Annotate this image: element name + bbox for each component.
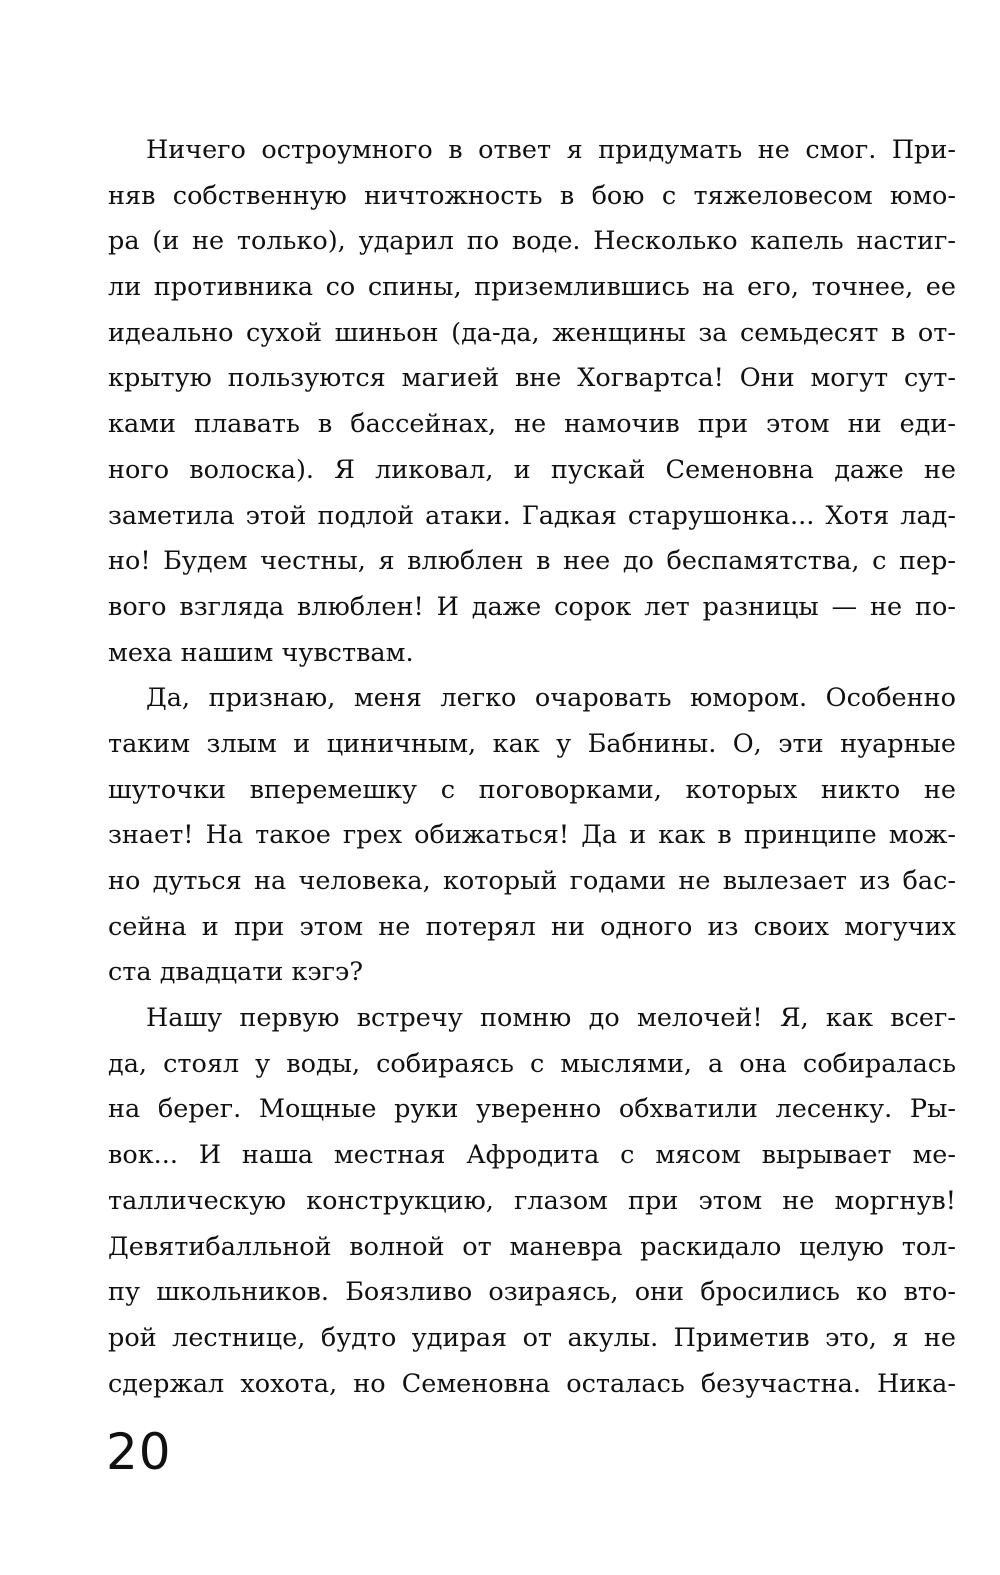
text-line: пу школьников. Боязливо озираясь, они бросились ко вто- xyxy=(108,1277,956,1308)
text-line: рой лестнице, будто удирая от акулы. Приметив это, я не xyxy=(108,1322,956,1353)
text-line: ста двадцати кэгэ? xyxy=(108,957,363,988)
text-line: таллическую конструкцию, глазом при этом не моргнув! xyxy=(108,1185,956,1216)
text-line: ра (и не только), ударил по воде. Несколько капель настиг- xyxy=(108,226,956,257)
text-line: Девятибалльной волной от маневра раскидало целую тол- xyxy=(108,1231,956,1262)
text-line: Да, признаю, меня легко очаровать юмором. Особенно xyxy=(146,683,956,714)
body-text xyxy=(108,128,956,1407)
text-line: шуточки вперемешку с поговорками, которых никто не xyxy=(108,774,956,805)
text-line: вок... И наша местная Афродита с мясом вырывает ме- xyxy=(108,1140,956,1171)
text-line: ли противника со спины, приземлившись на его, точнее, ее xyxy=(108,272,956,303)
text-line: заметила этой подлой атаки. Гадкая старушонка... Хотя лад- xyxy=(108,500,956,531)
text-line: сдержал хохота, но Семеновна осталась безучастна. Ника- xyxy=(108,1368,956,1399)
text-line: на берег. Мощные руки уверенно обхватили лесенку. Ры- xyxy=(108,1094,956,1125)
text-line: знает! На такое грех обижаться! Да и как в принципе мож- xyxy=(108,820,956,851)
text-line: ного волоска). Я ликовал, и пускай Семеновна даже не xyxy=(108,454,956,485)
text-line: но! Будем честны, я влюблен в нее до беспамятства, с пер- xyxy=(108,546,956,577)
text-line: крытую пользуются магией вне Хогвартса! Они могут сут- xyxy=(108,363,956,394)
text-line: меха нашим чувствам. xyxy=(108,637,414,668)
text-line: таким злым и циничным, как у Бабнины. О, эти нуарные xyxy=(108,728,956,759)
text-line: ками плавать в бассейнах, не намочив при этом ни еди- xyxy=(108,409,956,440)
text-line: идеально сухой шиньон (да-да, женщины за семьдесят в от- xyxy=(108,317,956,348)
text-line: Нашу первую встречу помню до мелочей! Я, как всег- xyxy=(146,1003,956,1034)
text-line: няв собственную ничтожность в бою с тяжеловесом юмо- xyxy=(108,180,956,211)
text-line: вого взгляда влюблен! И даже сорок лет разницы — не по- xyxy=(108,591,956,622)
text-line: сейна и при этом не потерял ни одного из своих могучих xyxy=(108,911,956,942)
text-line: Ничего остроумного в ответ я придумать не смог. При- xyxy=(146,135,956,165)
text-line: да, стоял у воды, собираясь с мыслями, а она собиралась xyxy=(108,1048,956,1079)
page-number: 20 xyxy=(106,1423,172,1481)
text-line: но дуться на человека, который годами не вылезает из бас- xyxy=(108,866,956,896)
